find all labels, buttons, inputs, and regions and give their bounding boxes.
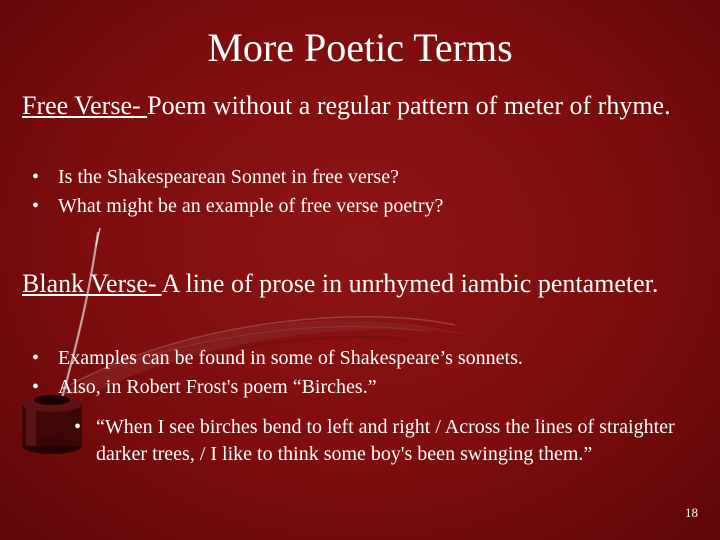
bullet-icon: • [32, 376, 40, 398]
birches-quote-bullets [74, 414, 696, 468]
bullet-icon: • [32, 347, 40, 369]
free-verse-bullets [32, 163, 698, 221]
list-item [32, 373, 698, 402]
bullet-text: Is the Shakespearean Sonnet in free verse? [58, 166, 399, 188]
bullet-icon: • [32, 166, 40, 188]
free-verse-definition [22, 90, 702, 121]
bullet-icon: • [74, 416, 82, 438]
blank-verse-term: Blank Verse- [22, 269, 162, 298]
list-item [32, 344, 698, 373]
list-item [74, 414, 696, 468]
blank-verse-definition [22, 268, 702, 299]
free-verse-term: Free Verse- [22, 91, 148, 120]
quote-text: “When I see birches bend to left and right / Across the lines of straighter darker trees, / I like to think some boy's been swinging them.” [96, 416, 675, 465]
bullet-icon: • [32, 195, 40, 217]
page-number: 18 [685, 505, 698, 520]
bullet-text: What might be an example of free verse poetry? [58, 195, 444, 217]
blank-verse-text: A line of prose in unrhymed iambic pentameter. [161, 269, 659, 298]
list-item [32, 163, 698, 192]
blank-verse-bullets [32, 344, 698, 402]
slide-title: More Poetic Terms [207, 25, 513, 70]
bullet-text: Examples can be found in some of Shakespeare’s sonnets. [58, 347, 523, 369]
free-verse-text: Poem without a regular pattern of meter of rhyme. [147, 91, 671, 120]
list-item [32, 192, 698, 221]
bullet-text: Also, in Robert Frost's poem “Birches.” [58, 376, 377, 398]
